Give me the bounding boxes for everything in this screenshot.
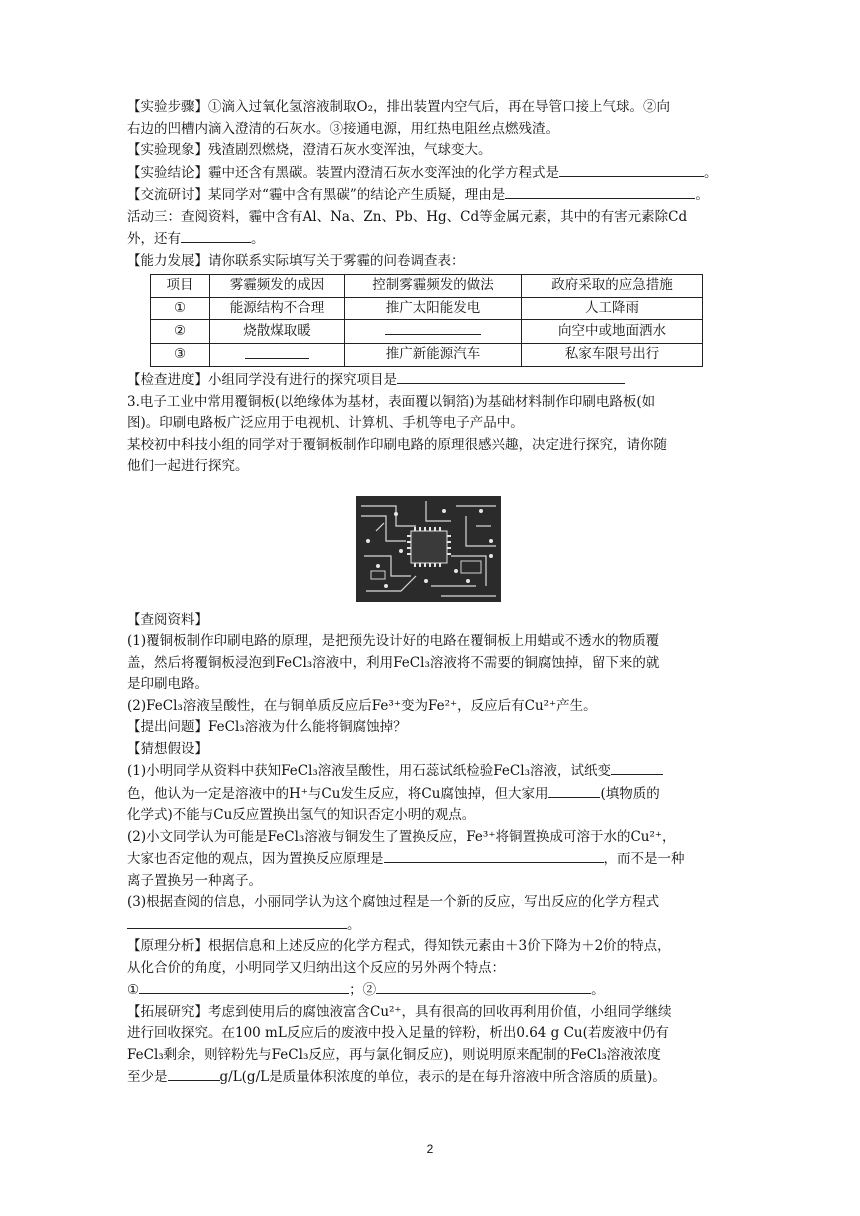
analysis-end: 。 xyxy=(591,982,605,998)
extension-line-2: 进行回收探究。在100 mL反应后的废液中投入足量的锌粉，析出0.64 g Cu(若废液中仍有 xyxy=(127,1025,669,1041)
table-header-row xyxy=(151,275,703,298)
analysis-mark: ① xyxy=(127,982,140,998)
hyp-1-text: (填物质的 xyxy=(600,785,660,802)
q3-line-4: 他们一起进行探究。 xyxy=(127,458,249,474)
table-cell: 人工降雨 xyxy=(522,297,703,320)
answer-blank-measure[interactable] xyxy=(385,320,481,335)
table-cell: 向空中或地面洒水 xyxy=(522,320,703,344)
hyp-2-line-1: (2)小文同学认为可能是FeCl₃溶液与铜发生了置换反应，Fe³⁺将铜置换成可溶于水的Cu²⁺， xyxy=(127,828,676,845)
answer-blank-concentration[interactable] xyxy=(168,1066,220,1081)
table-header: 政府采取的应急措施 xyxy=(522,275,703,298)
extension-line-1: 【拓展研究】考虑到使用后的腐蚀液富含Cu²⁺，具有很高的回收再利用价值，小组同学继续 xyxy=(127,1003,672,1020)
table-cell: 推广太阳能发电 xyxy=(345,297,522,320)
section-hypothesis: 【猜想假设】 xyxy=(127,740,208,757)
answer-blank-color[interactable] xyxy=(611,760,663,775)
conclusion-line xyxy=(127,162,739,185)
hyp-2-text: 大家也否定他的观点，因为置换反应原理是 xyxy=(127,851,384,867)
hyp-1-line-3: 化学式)不能与Cu反应置换出氢气的知识否定小明的观点。 xyxy=(127,807,476,823)
extension-text: g/L(g/L是质量体积浓度的单位，表示的是在每升溶液中所含溶质的质量)。 xyxy=(219,1069,666,1085)
table-header: 控制雾霾频发的做法 xyxy=(345,275,522,298)
ref-1-line-2: 盖，然后将覆铜板浸泡到FeCl₃溶液中，利用FeCl₃溶液将不需要的铜腐蚀掉，留下来的就 xyxy=(127,654,660,671)
hyp-1-line-1 xyxy=(127,760,739,783)
question-line: 【提出问题】FeCl₃溶液为什么能将铜腐蚀掉？ xyxy=(127,719,407,735)
extension-text: 至少是 xyxy=(127,1069,168,1085)
table-header: 雾霾频发的成因 xyxy=(210,275,345,298)
answer-blank-element[interactable] xyxy=(181,228,251,243)
ref-2-line: (2)FeCl₃溶液呈酸性，在与铜单质反应后Fe³⁺变为Fe²⁺，反应后有Cu²⁺产生。 xyxy=(127,697,597,714)
discussion-text: 【交流研讨】某同学对“霾中含有黑碳”的结论产生质疑，理由是 xyxy=(127,187,506,203)
table-cell: 能源结构不合理 xyxy=(210,297,345,320)
conclusion-text: 【实验结论】霾中还含有黑碳。装置内澄清石灰水变浑浊的化学方程式是 xyxy=(127,164,559,181)
progress-check-text: 【检查进度】小组同学没有进行的探究项目是 xyxy=(127,372,397,388)
answer-blank-feature-2[interactable] xyxy=(376,979,591,994)
answer-blank-project[interactable] xyxy=(397,369,625,384)
q3-line-2: 图)。印刷电路板广泛应用于电视机、计算机、手机等电子产品中。 xyxy=(127,415,524,431)
extension-line-3: FeCl₃剩余，则锌粉先与FeCl₃反应，再与氯化铜反应)，则说明原来配制的FeCl₃溶液浓度 xyxy=(127,1046,661,1063)
discussion-end: 。 xyxy=(695,187,709,203)
table-cell: 烧散煤取暖 xyxy=(210,320,345,344)
hyp-2-line-3: 离子置换另一种离子。 xyxy=(127,872,262,889)
phenomenon-line: 【实验现象】残渣剧烈燃烧，澄清石灰水变浑浊，气球变大。 xyxy=(127,142,492,158)
answer-blank-reaction[interactable] xyxy=(127,914,347,929)
table-row xyxy=(151,343,703,367)
answer-blank-formula[interactable] xyxy=(548,783,600,798)
analysis-line-1: 【原理分析】根据信息和上述反应的化学方程式，得知铁元素由＋3价下降为＋2价的特点， xyxy=(127,938,671,954)
discussion-line xyxy=(127,184,739,207)
ref-1-line-3: 是印刷电路。 xyxy=(127,676,208,692)
answer-blank-reason[interactable] xyxy=(505,184,695,199)
table-cell: ② xyxy=(151,320,210,344)
hyp-3-line-2 xyxy=(127,914,739,937)
activity-three-text: 外，还有 xyxy=(127,231,181,247)
answer-blank-equation[interactable] xyxy=(559,162,704,177)
hyp-2-text: ，而不是一种 xyxy=(603,851,685,867)
table-row xyxy=(151,297,703,320)
page-number: 2 xyxy=(426,1142,434,1156)
activity-three-end: 。 xyxy=(251,231,265,247)
hyp-1-text: 色，他认为一定是溶液中的H⁺与Cu发生反应，将Cu腐蚀掉，但大家用 xyxy=(127,785,549,802)
ability-line: 【能力发展】请你联系实际填写关于雾霾的问卷调查表： xyxy=(127,252,465,269)
section-reference: 【查阅资料】 xyxy=(127,611,208,628)
step-line-1: 【实验步骤】①滴入过氧化氢溶液制取O₂，排出装置内空气后，再在导管口接上气球。②向 xyxy=(127,99,670,115)
table-cell xyxy=(345,320,522,344)
table-cell: 推广新能源汽车 xyxy=(345,343,522,367)
q3-line-3: 某校初中科技小组的同学对于覆铜板制作印刷电路的原理很感兴趣，决定进行探究，请你随 xyxy=(127,436,667,453)
hyp-2-line-2 xyxy=(127,848,739,871)
answer-blank-principle[interactable] xyxy=(384,848,604,863)
analysis-line-2: 从化合价的角度，小明同学又归纳出这个反应的另外两个特点： xyxy=(127,959,505,976)
progress-check-line xyxy=(127,369,739,392)
circuit-board-image xyxy=(356,496,501,602)
conclusion-end: 。 xyxy=(704,164,718,181)
analysis-line-3 xyxy=(127,979,739,1002)
survey-table xyxy=(150,274,703,367)
analysis-mark: ；② xyxy=(349,982,377,998)
hyp-1-line-2 xyxy=(127,783,739,806)
q3-line-1: 3.电子工业中常用覆铜板(以绝缘体为基材，表面覆以铜箔)为基础材料制作印刷电路板(如 xyxy=(127,393,656,410)
table-cell: ① xyxy=(151,297,210,320)
extension-line-4 xyxy=(127,1066,739,1089)
step-line-2: 右边的凹槽内滴入澄清的石灰水。③接通电源，用红热电阻丝点燃残渣。 xyxy=(127,120,559,137)
hyp-3-end: 。 xyxy=(347,916,361,933)
hyp-3-line-1: (3)根据查阅的信息，小丽同学认为这个腐蚀过程是一个新的反应，写出反应的化学方程式 xyxy=(127,894,660,910)
table-cell xyxy=(210,343,345,367)
activity-three-line: 活动三：查阅资料，霾中含有Al、Na、Zn、Pb、Hg、Cd等金属元素，其中的有害元素除Cd xyxy=(127,208,688,225)
table-row xyxy=(151,320,703,344)
answer-blank-feature-1[interactable] xyxy=(139,979,349,994)
table-header: 项目 xyxy=(151,275,210,298)
answer-blank-cause[interactable] xyxy=(245,344,309,359)
table-cell: ③ xyxy=(151,343,210,367)
hyp-1-text: (1)小明同学从资料中获知FeCl₃溶液呈酸性，用石蕊试纸检验FeCl₃溶液，试纸变 xyxy=(127,763,611,779)
activity-three-cont xyxy=(127,228,739,251)
ref-1-line-1: (1)覆铜板制作印刷电路的原理，是把预先设计好的电路在覆铜板上用蜡或不透水的物质覆 xyxy=(127,633,660,649)
table-cell: 私家车限号出行 xyxy=(522,343,703,367)
